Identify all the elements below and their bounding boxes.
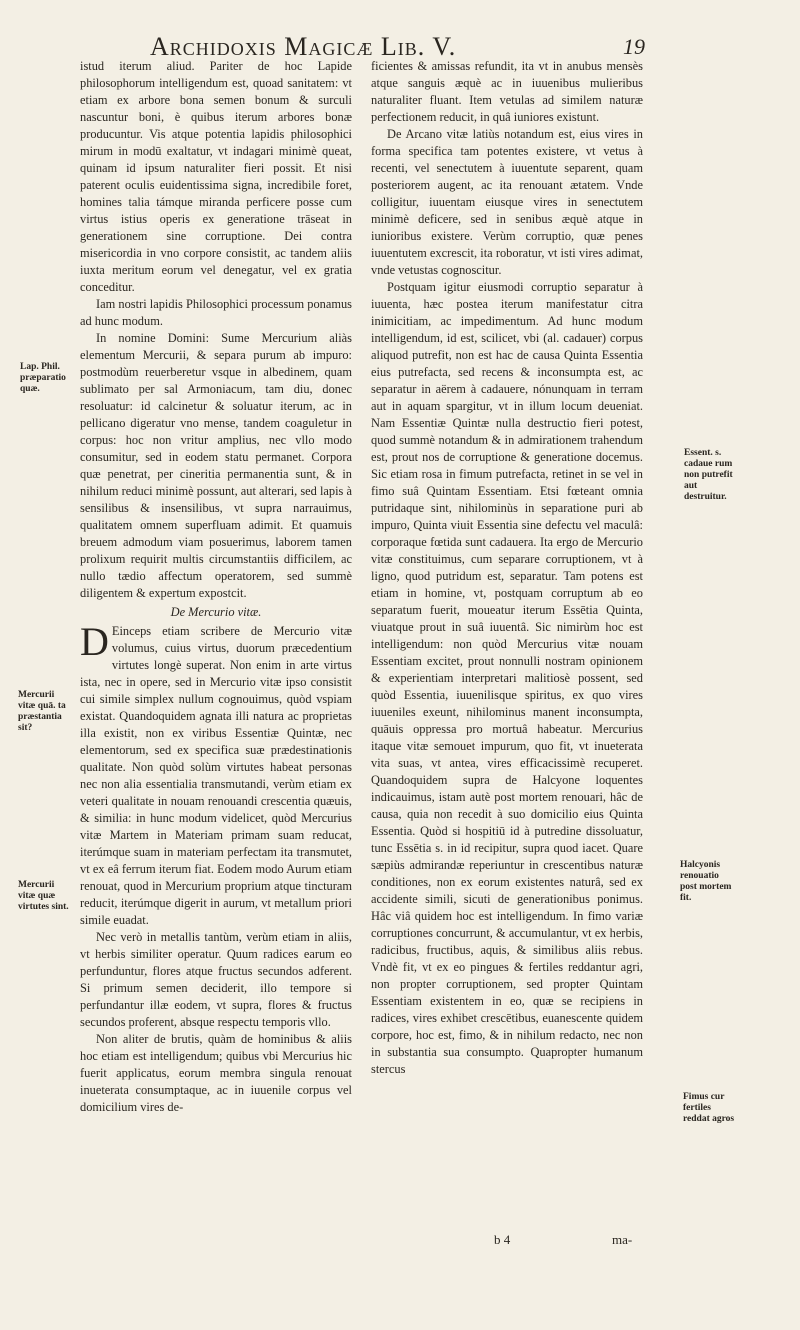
paragraph: ficientes & amissas refundit, ita vt in anubus mensès atque sanguis æquè ac in iuuenibus mulieribus naturaliter fluant. Item vetulas ad similem naturæ perfectionem reducit, in quâ iuniores existunt. [371, 59, 643, 124]
paragraph: Postquam igitur eiusmodi corruptio separatur à iuuenta, hæc postea iterum manifestatur citra inimicitiam, ac impedimentum. Ad hunc modum intelligendum, id est, scilicet, vbi (al. cadauer) corpus aliquod putrefit, non est hac de causa Quinta Essentia eius putrefacta, sed recens & inconsumpta est, ac separatur in aërem à cadauere, nónunquam in terram aut in aquam spargitur, vt in illum locum deueniat. Nam Essentiæ Quintæ nulla destructio fieri potest, quod summè notandum & in admirationem trahendum est, prout nos de corruptione & generatione docemus. Sic etiam rosa in fimum putrefacta, retinet in se vel in fimo suâ Quintam Essentiam. Etsi fœteant omnia putridaque sint, nihilominùs in separatione puri ab impuro, Quinta viuit Essentia sine defectu vel maculâ: corporaque fœtida sunt cadauera. Ita ergo de Mercurio vitæ constituimus, cum separare corruptionem, vt à ligno, quod putridum est, separatur. Tam potens est etiam in homine, vt, postquam corruptum ab eo separatum fuerit, moueatur iterum Essētia Quinta, viuatque prout in suâ iuuentâ. Sic nimirùm hoc est intelligendum: non quòd Mercurius vitæ nouam Essentiam excitet, prout nonnulli nostram opinionem & experientiam interpretari malitiosè possent, sed quòd Essentia, iuuenilisque spiritus, ex quo vires iuueniles exeunt, nihilominus manent inconsumpta, quāuis oppressa pro mortuâ habeatur. Mercurius itaque vitæ semouet impurum, quo fit, vt inueterata vita suas, vt antea, vires efficacissimè recuperet. Quandoquidem supra de Halcyone loquentes indicauimus, istam autè post mortem renouari, hâc de causa, quia non recedit à suo domicilio eius Quinta Essentia. Quòd si hospitiū id à putredine dissoluatur, tunc Essētia s. in id recipitur, supra quod iacet. Quare sæpiùs admirandæ reperiuntur in crescentibus naturæ conditiones, non ex eorum existentes naturâ, sed ex accidente simili, sicuti de generationibus ponimus. Hâc viâ quidem hoc est intelligendum. In fimo variæ corruptiones concurrunt, & accumulantur, vt ex herbis, radicibus, fructibus, aquis, & similibus aliis rebus. Vndè fit, vt ex eo pingues & fertiles reddantur agri, non propter corruptionem, sed propter Quintam Essentiam existentem in eo, quæ se recipiens in radices, vires exhibet crescētibus, euanescente quidem corpore, hoc est, fimo, & in nihilum redacto, nec non in substantia sua consumpto. Quapropter humanum stercus [371, 280, 643, 1076]
paragraph-dropcap: DEinceps etiam scribere de Mercurio vitæ volumus, cuius virtus, duorum præcedentium virtutes longè superat. Non enim in arte virtus ista, nec in opere, sed in Mercurio vitæ ipso consistit cui simile simplex nullum cognouimus, quòd vspiam existat. Quandoquidem agnata illi natura ac proprietas illa existit, non ex viribus Essentiæ Quintæ, nec elementorum, sed ex specifica suæ prædestinationis qualitate. Non quòd solùm virtutes habeat personas nec non alia essentialia transmutandi, verùm etiam ex veteri qualitate in nouam renouandi crescentia quæuis, & similia: in hunc modum videlicet, quòd Mercurius vitæ Martem in Materiam primam suam reducat, iterúmque suam in materiam perfectam ita transmutet, vt ex eâ ferrum iterum fiat. Eodem modo Aurum etiam renouat, quod in Mercurium proprium atque tincturam reducit, iterúmque digerit in aurum, vt metallum priori simile euadat. [80, 619, 352, 927]
margin-note-halcyon: Halcyonis renouatio post mortem fit. [680, 860, 732, 903]
section-heading: De Mercurio vitæ. [170, 605, 262, 619]
left-column [80, 58, 352, 1116]
catchword: ma- [612, 1232, 633, 1247]
margin-note-fimus: Fimus cur fertiles reddat agros [683, 1092, 735, 1124]
paragraph: Iam nostri lapidis Philosophici processum ponamus ad hunc modum. [80, 297, 352, 328]
margin-note-essent-cadaver: Essent. s. cadaue rum non putrefit aut destruitur. [684, 448, 733, 502]
signature-mark: b 4 [494, 1232, 511, 1247]
margin-note-mercurii-vitae-quae: Mercurii vitæ quā. ta præstantia sit? [18, 690, 66, 733]
paragraph: In nomine Domini: Sume Mercurium aliàs elementum Mercurii, & separa purum ab impuro: postmodùm reuerberetur vsque in albedinem, quam sublimato per sal Armoniacum, tam diu, donec resoluatur: id calcinetur & soluatur iterum, ac in pellicano digeratur vno mense, tandem coaguletur in corpus: hoc non vritur amplius, nec vllo modo consumitur, sed in eodem statu permanet. Corpora quæ penetrat, per cineritia permanentia sunt, & in nihilum reduci minimè possunt, aut alterari, sed lapis à sensilibus & insensilibus, vt supra narrauimus, qualitatem omnem superfluam adimit. Et quamuis breuem admodum viam posuerimus, laborem tamen prolixum requirit multis circumstantiis difficilem, ac nullo tædio affectum operatorem, sed summè diligentem & expertum expostcit. [80, 331, 352, 600]
page-number: 19 [623, 34, 645, 59]
paragraph: istud iterum aliud. Pariter de hoc Lapide philosophorum intelligendum est, quoad sanitatem: vt etiam ex arbore bona semen bonum & surculi nascuntur boni, è quibus iterum arbores bonæ producuntur. Vis atque potentia lapidis philosophici mirum in modū exaltatur, vt indagari minimè queat, quinam id ipsum naturaliter fieri possit. Et nisi paterent oculis euidentissima signa, incredibile foret, homines talia támque miranda perficere posse cum virtus istius operis ex generatione trāseat in generationem sine corruptione. Dei contra misericordia in vno corpore consistit, ac tandem aliis iuxta meritum eorum vel denegatur, vel ex gratia conceditur. [80, 59, 352, 294]
paragraph: De Arcano vitæ latiùs notandum est, eius vires in forma specifica tam potentes existere, vt vetus à recenti, vel senectutem à iuuentute separent, quam posteriorem augent, ac ita renouant ætatem. Vnde colligitur, iuuentam eiusque vires in senectutem minimè deficere, sed in senibus æquè atque in iunioribus existere. Verùm corruptio, quæ penes iuuentutem excrescit, ita roboratur, vt isti vires adimat, vnde vetustas cognoscitur. [371, 127, 643, 277]
margin-note-lap-phil: Lap. Phil. præparatio quæ. [20, 362, 66, 394]
right-column [371, 58, 643, 1078]
page-footer [0, 1232, 800, 1252]
running-title: Archidoxis Magicæ Lib. V. [150, 32, 457, 61]
paragraph: Non aliter de brutis, quàm de hominibus & aliis hoc etiam est intelligendum; quibus vbi Mercurius hic fuerit applicatus, eorum membra singula renouat inueterata consumptaque, ac in iuuenile corpus vel domicilium vires de- [80, 1032, 352, 1114]
paragraph: Nec verò in metallis tantùm, verùm etiam in aliis, vt herbis similiter operatur. Quum radices earum eo perfunduntur, flores atque fructus secundos adferent. Si primum semen deciderit, illo tempore si perfundantur illæ eodem, vt supra, flores & fructus secundos proferent, absque respectu temporis vllo. [80, 930, 352, 1029]
margin-note-mercurii-vitae-virtutes: Mercurii vitæ quæ virtutes sint. [18, 880, 69, 912]
